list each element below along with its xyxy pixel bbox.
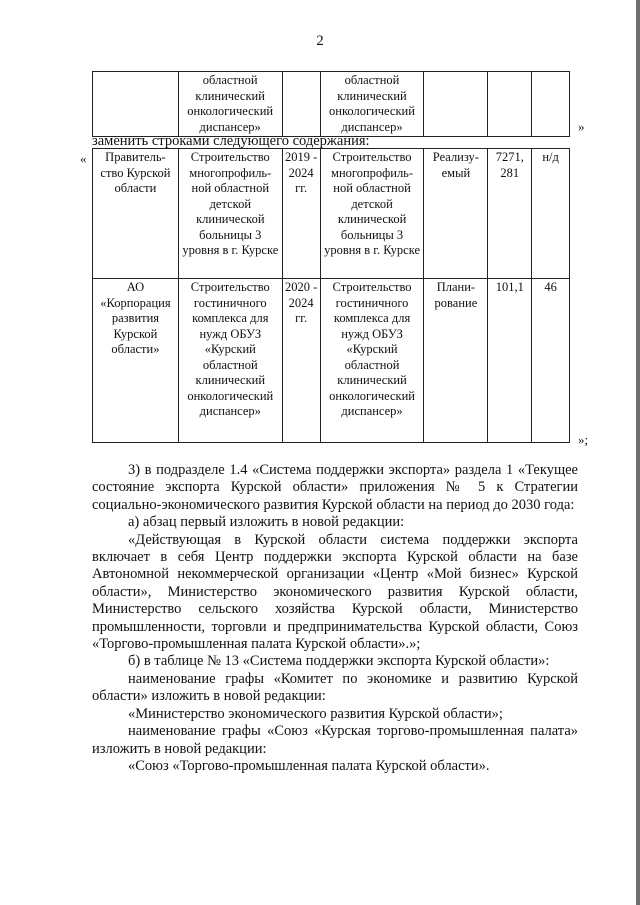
opening-quote: « [80, 151, 87, 166]
previous-table-fragment [92, 71, 570, 137]
paragraph: наименование графы «Союз «Курская торгово-промышленная палата» изложить в новой редакции: [92, 723, 578, 757]
table-cell: 46 [532, 279, 570, 443]
table-cell: областной клинический онкологический диспансер» [178, 72, 282, 137]
paragraph: а) абзац первый изложить в новой редакции: [128, 514, 405, 531]
table-cell: 7271, 281 [488, 149, 532, 279]
table-cell: 2019 - 2024 гг. [282, 149, 320, 279]
closing-quote: » [578, 119, 585, 134]
closing-quote: »; [578, 432, 589, 447]
table-cell [282, 72, 320, 137]
table-cell [532, 72, 570, 137]
table-cell [488, 72, 532, 137]
table-cell: 2020 - 2024 гг. [282, 279, 320, 443]
table-cell [424, 72, 488, 137]
table-cell: 101,1 [488, 279, 532, 443]
table-row [93, 279, 570, 443]
paragraph: «Союз «Торгово-промышленная палата Курской области». [128, 757, 490, 774]
paragraph: «Действующая в Курской области система поддержки экспорта включает в себя Центр поддержки экспорта Курской области на базе Автономной некоммерческой организации «Центр «Мой бизнес» Курской области», Министерство экономического развития Курской области, Министерство сельского хозяйства Курской области, Министерство промышленности, торговли и предпринимательства Курской области, Союз «Торгово-промышленная палата Курской области».»; [92, 531, 578, 653]
table-cell: Строительство гостиничного комплекса для нужд ОБУЗ «Курский областной клинический онкологический диспансер» [178, 279, 282, 443]
table-cell: АО «Корпорация развития Курской области» [93, 279, 179, 443]
table-cell: н/д [532, 149, 570, 279]
replacement-table [92, 148, 570, 443]
table-cell: Строительство многопрофиль-ной областной детской клинической больницы 3 уровня в г. Курске [178, 149, 282, 279]
paragraph: наименование графы «Комитет по экономике и развитию Курской области» изложить в новой редакции: [92, 670, 578, 705]
scan-right-edge [636, 0, 640, 905]
table-cell: Плани-рование [424, 279, 488, 443]
table-cell: Строительство гостиничного комплекса для нужд ОБУЗ «Курский областной клинический онкологический диспансер» [320, 279, 424, 443]
table-cell: Реализу-емый [424, 149, 488, 279]
page-number: 2 [316, 33, 324, 49]
table-row [93, 72, 570, 137]
lead-text: заменить строками следующего содержания: [92, 133, 370, 149]
body-text [92, 462, 578, 775]
paragraph: б) в таблице № 13 «Система поддержки экспорта Курской области»: [128, 653, 550, 670]
table-row [93, 149, 570, 279]
table-cell: Правитель-ство Курской области [93, 149, 179, 279]
table-cell [93, 72, 179, 137]
paragraph: «Министерство экономического развития Курской области»; [128, 705, 503, 722]
paragraph: 3) в подразделе 1.4 «Система поддержки экспорта» раздела 1 «Текущее состояние экспорта Курской области» приложения № 5 к Стратегии социально-экономического развития Курской области на период до 2030 года: [92, 462, 578, 513]
table-cell: областной клинический онкологический диспансер» [320, 72, 424, 137]
table-cell: Строительство многопрофиль-ной областной детской клинической больницы 3 уровня в г. Курске [320, 149, 424, 279]
